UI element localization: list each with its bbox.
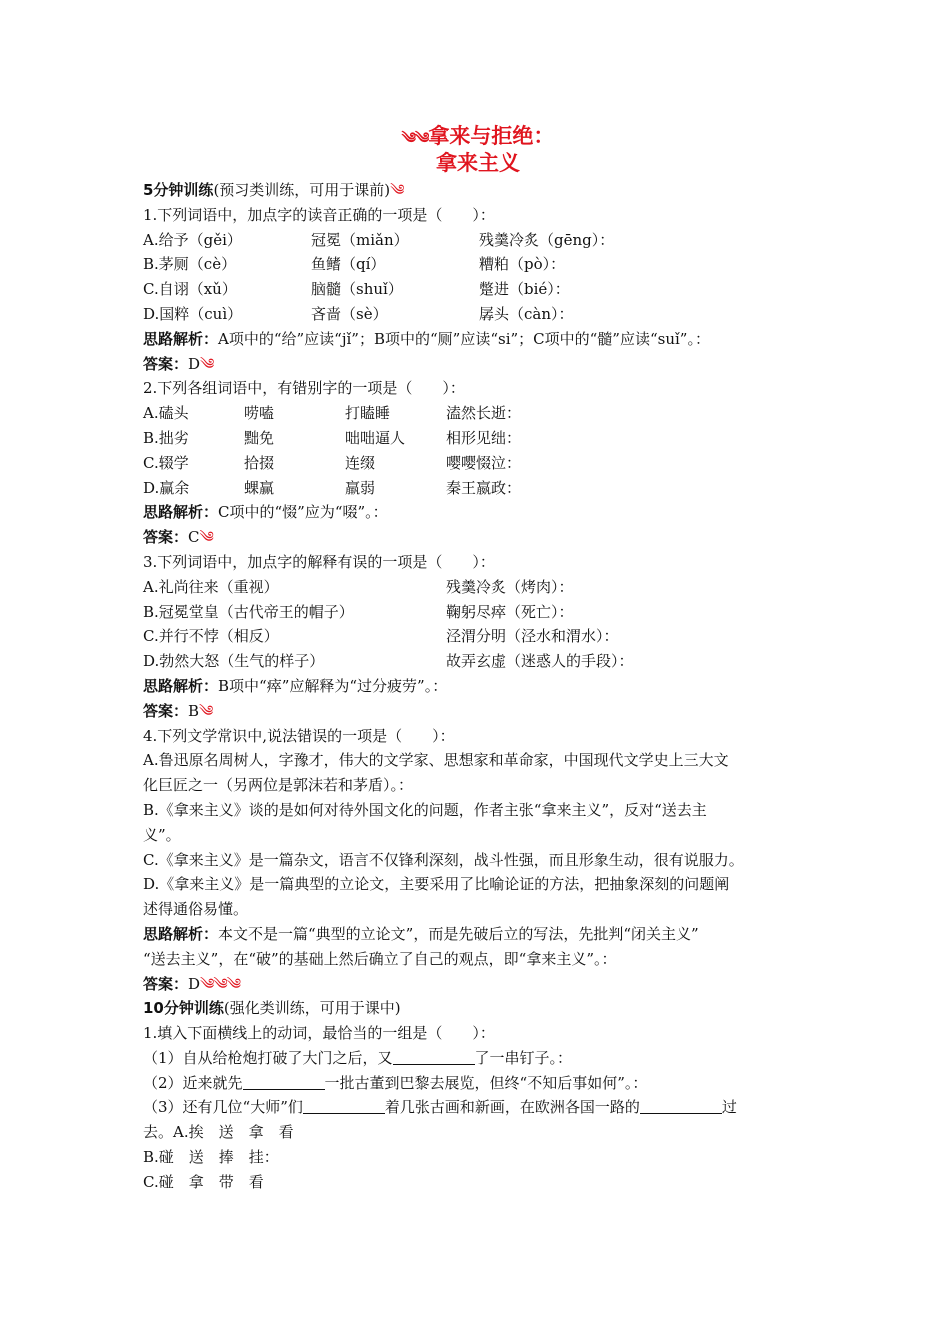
text: 一批古董到巴黎去展览，但终“不知后事如何”。：: [324, 1073, 648, 1092]
cell: 故弄玄虚（迷惑人的手段）：: [446, 652, 634, 671]
cell: D.勃然大怒（生气的样子）: [143, 652, 325, 671]
q2-analysis: [143, 500, 813, 525]
cell: 糟粕（pò）：: [479, 255, 566, 274]
title-line-1: 拿来与拒绝：: [428, 124, 555, 148]
cell: 黜免: [244, 428, 275, 447]
q4-option-b-line-2: 义”。: [143, 825, 181, 844]
answer-value: C: [188, 528, 200, 547]
fill-blank: [303, 1098, 385, 1114]
cell: 羸弱: [345, 478, 376, 497]
q2-option-c: [143, 451, 813, 476]
question-5-stem: 1.填入下面横线上的动词，最恰当的一组是（ ）：: [143, 1024, 495, 1043]
q3-option-b: [143, 600, 813, 625]
q4-option-d-line-1: D.《拿来主义》是一篇典型的立论文，主要采用了比喻论证的方法，把抽象深刻的问题阐: [143, 875, 730, 894]
question-4-stem: 4.下列文学常识中,说法错误的一项是（ ）：: [143, 726, 455, 745]
q5-option-c: C.碰 拿 带 看: [143, 1172, 264, 1191]
ornament-icon: ༄: [199, 701, 213, 720]
q2-option-a: [143, 401, 813, 426]
cell: 咄咄逼人: [345, 428, 406, 447]
q2-option-d: [143, 476, 813, 501]
q3-analysis: [143, 674, 813, 699]
fill-blank: [393, 1049, 475, 1065]
text: 了一串钉子。：: [474, 1048, 573, 1067]
ornament-icon: ༄༄: [401, 129, 429, 147]
section-2-header: [143, 996, 813, 1021]
cell: C.辍学: [143, 453, 189, 472]
q3-option-d: [143, 649, 813, 674]
q1-option-a: [143, 228, 813, 253]
cell: 蹩进（bié）：: [479, 280, 570, 299]
answer-value: B: [188, 701, 200, 720]
cell: 鞠躬尽瘁（死亡）：: [446, 602, 574, 621]
cell: 蜾赢: [244, 478, 275, 497]
cell: 冠冕（miǎn）: [311, 230, 409, 249]
cell: B.冠冕堂皇（古代帝王的帽子）: [143, 602, 354, 621]
q3-option-c: [143, 624, 813, 649]
answer-label: 答案：: [143, 528, 189, 547]
analysis-text: B项中“瘁”应解释为“过分疲劳”。：: [218, 676, 448, 695]
cell: 连缀: [345, 453, 376, 472]
q4-option-d-line-2: 述得通俗易懂。: [143, 900, 249, 919]
section-1-header: [143, 178, 813, 203]
analysis-text: 本文不是一篇“典型的立论文”，而是先破后立的写法，先批判“闭关主义”: [218, 924, 699, 943]
cell: 吝啬（sè）: [311, 304, 388, 323]
cell: 孱头（càn）：: [479, 304, 574, 323]
question-2-stem: 2.下列各组词语中，有错别字的一项是（ ）：: [143, 379, 465, 398]
cell: 打瞌睡: [345, 404, 391, 423]
cell: B.茅厕（cè）: [143, 255, 237, 274]
answer-value: D: [188, 974, 201, 993]
text: （3）还有几位“大师”们: [143, 1098, 303, 1117]
ornament-icon: ༄༄༄: [200, 974, 241, 993]
analysis-label: 思路解析：: [143, 329, 219, 348]
q4-option-c: C.《拿来主义》是一篇杂文，语言不仅锋利深刻，战斗性强，而且形象生动，很有说服力。: [143, 850, 744, 869]
q5-sentence-2: [143, 1071, 813, 1096]
analysis-text: A项中的“给”应读“jǐ”；B项中的“厕”应读“si”；C项中的“髓”应读“suǐ”。：: [218, 329, 710, 348]
cell: A.礼尚往来（重视）: [143, 577, 279, 596]
cell: B.拙劣: [143, 428, 189, 447]
document-page: [143, 124, 813, 1195]
answer-label: 答案：: [143, 354, 189, 373]
text: （1）自从给枪炮打破了大门之后，又: [143, 1048, 393, 1067]
cell: D.赢余: [143, 478, 190, 497]
page-title: [143, 124, 813, 176]
q4-option-a-line-2: 化巨匠之一（另两位是郭沫若和茅盾）。：: [143, 776, 414, 795]
cell: A.给予（gěi）: [143, 230, 242, 249]
q4-option-a-line-1: A.鲁迅原名周树人，字豫才，伟大的文学家、思想家和革命家，中国现代文学史上三大文: [143, 751, 729, 770]
analysis-text: C项中的“惙”应为“啜”。：: [218, 503, 388, 522]
q1-answer: [143, 352, 813, 377]
text: （2）近来就先: [143, 1073, 243, 1092]
q5-sentence-1: [143, 1046, 813, 1071]
q4-answer: [143, 972, 813, 997]
title-line-2: 拿来主义: [436, 151, 520, 175]
cell: 唠嗑: [244, 404, 275, 423]
section-2-desc: (强化类训练，可用于课中): [223, 999, 401, 1018]
ornament-icon: ༄: [200, 354, 214, 373]
question-1-stem: 1.下列词语中，加点字的读音正确的一项是（ ）：: [143, 205, 495, 224]
analysis-label: 思路解析：: [143, 924, 219, 943]
answer-label: 答案：: [143, 701, 189, 720]
section-2-title: 10分钟训练: [143, 999, 224, 1018]
analysis-label: 思路解析：: [143, 503, 219, 522]
analysis-label: 思路解析：: [143, 676, 219, 695]
fill-blank: [640, 1098, 722, 1114]
q1-option-c: [143, 277, 813, 302]
question-3-stem: 3.下列词语中，加点字的解释有误的一项是（ ）：: [143, 552, 495, 571]
q1-analysis: [143, 327, 813, 352]
fill-blank: [243, 1074, 325, 1090]
cell: 拾掇: [244, 453, 275, 472]
cell: D.国粹（cuì）: [143, 304, 243, 323]
q5-sentence-3: [143, 1095, 813, 1120]
cell: 脑髓（shuǐ）: [311, 280, 403, 299]
cell: C.自诩（xǔ）: [143, 280, 237, 299]
cell: 相形见绌：: [446, 428, 522, 447]
q1-option-d: [143, 302, 813, 327]
ornament-icon: ༄: [199, 528, 213, 547]
q4-option-b-line-1: B.《拿来主义》谈的是如何对待外国文化的问题，作者主张“拿来主义”，反对“送去主: [143, 800, 707, 819]
section-1-title: 5分钟训练: [143, 181, 214, 199]
text: 着几张古画和新画，在欧洲各国一路的: [384, 1098, 640, 1117]
ornament-icon: ༄: [390, 181, 404, 199]
cell: 残羹冷炙（gēng）：: [479, 230, 615, 249]
q3-answer: [143, 699, 813, 724]
cell: 秦王嬴政：: [446, 478, 522, 497]
q5-option-b: B.碰 送 捧 挂：: [143, 1148, 279, 1167]
answer-value: D: [188, 354, 201, 373]
section-1-desc: (预习类训练，可用于课前): [213, 181, 391, 199]
q5-sentence-3-cont-option-a: 去。A.挨 送 拿 看: [143, 1123, 294, 1142]
cell: 泾渭分明（泾水和渭水）：: [446, 627, 619, 646]
cell: 溘然长逝：: [446, 404, 522, 423]
q4-analysis-line-2: “送去主义”，在“破”的基础上然后确立了自己的观点，即“拿来主义”。：: [143, 949, 617, 968]
text: 过: [721, 1098, 737, 1117]
q4-analysis-line-1: [143, 922, 813, 947]
cell: 鱼鳍（qí）: [311, 255, 386, 274]
cell: 嘤嘤惙泣：: [446, 453, 522, 472]
answer-label: 答案：: [143, 974, 189, 993]
q2-answer: [143, 525, 813, 550]
cell: C.并行不悖（相反）: [143, 627, 279, 646]
q2-option-b: [143, 426, 813, 451]
cell: 残羹冷炙（烤肉）：: [446, 577, 574, 596]
cell: A.磕头: [143, 404, 189, 423]
q1-option-b: [143, 252, 813, 277]
q3-option-a: [143, 575, 813, 600]
